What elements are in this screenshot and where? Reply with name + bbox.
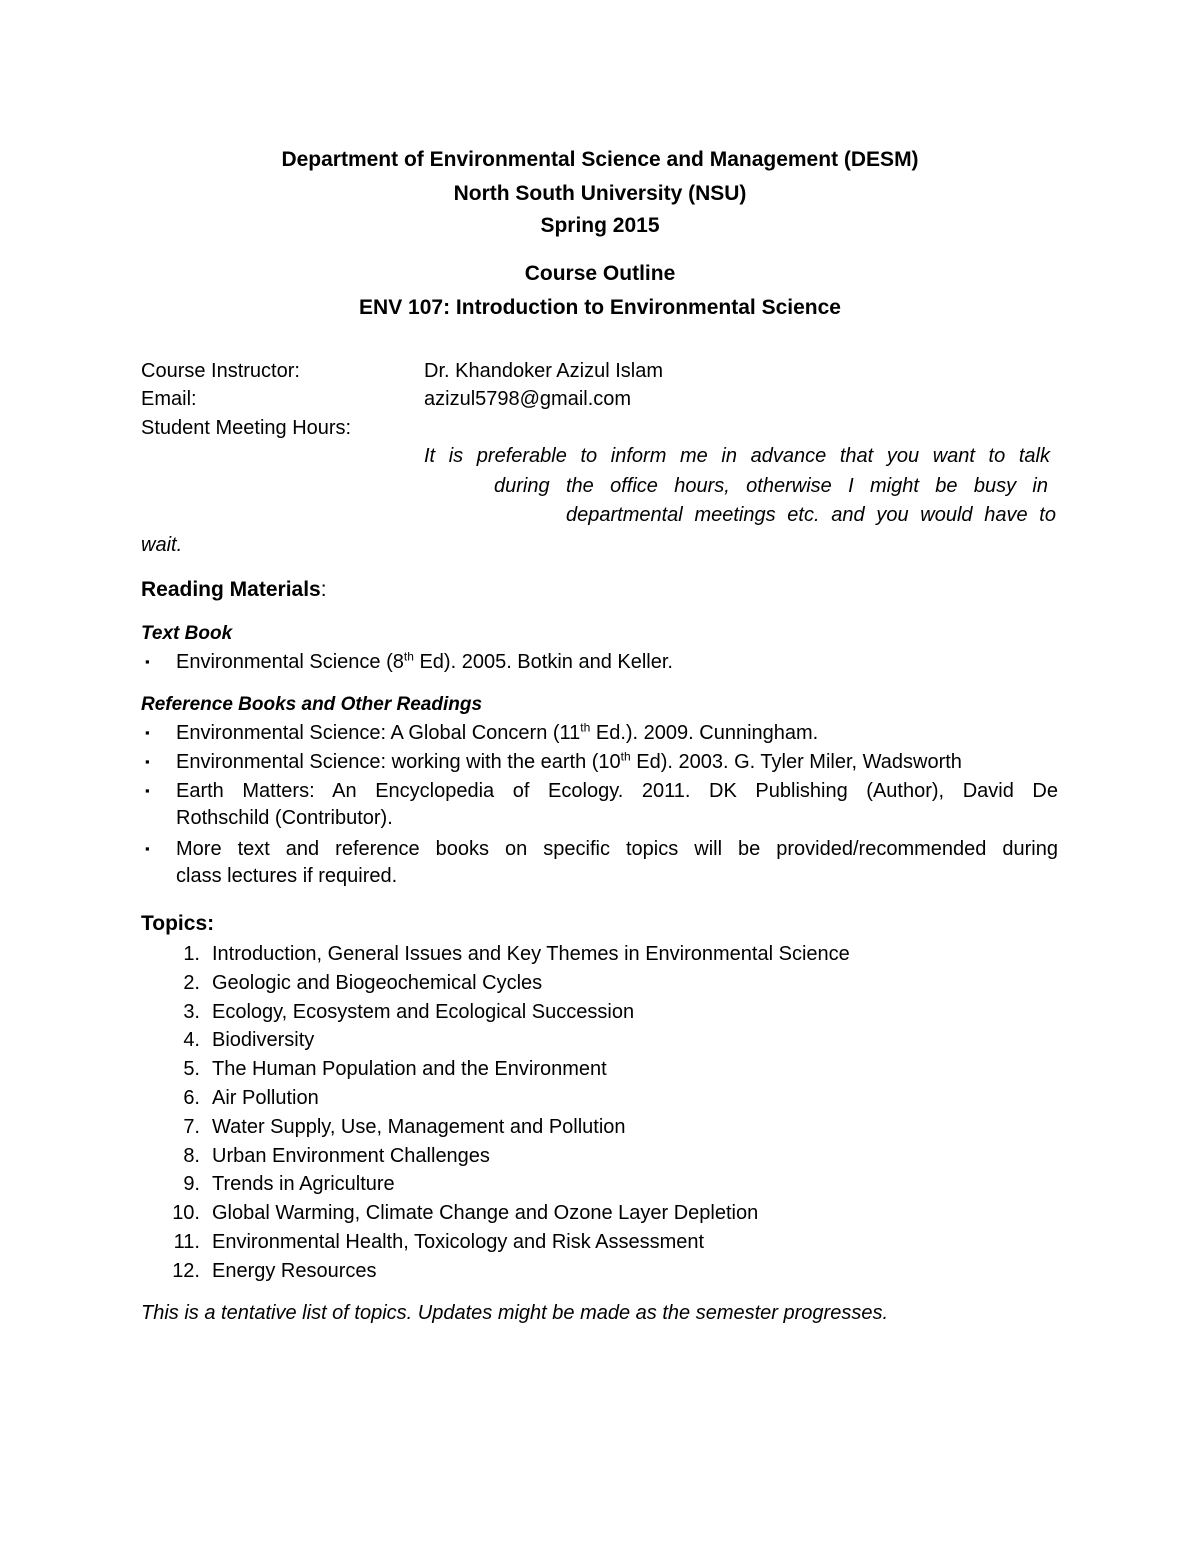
topic-item: Ecology, Ecosystem and Ecological Succession bbox=[212, 1001, 635, 1023]
reference-item-2-text-rest: Ed). 2003. G. Tyler Miler, Wadsworth bbox=[630, 751, 962, 773]
bullet-icon: ▪ bbox=[145, 841, 150, 856]
topic-number: 6. bbox=[183, 1087, 200, 1109]
university-title: North South University (NSU) bbox=[453, 182, 747, 205]
topic-item: Air Pollution bbox=[212, 1087, 319, 1109]
topic-item: Trends in Agriculture bbox=[212, 1173, 395, 1195]
doc-type-title: Course Outline bbox=[524, 262, 676, 285]
department-title: Department of Environmental Science and Management (DESM) bbox=[281, 148, 919, 171]
meeting-hours-note-line-1: It is preferable to inform me in advance that you want to talk bbox=[424, 445, 1050, 467]
reference-item-3-line-1: Earth Matters: An Encyclopedia of Ecology. 2011. DK Publishing (Author), David De bbox=[176, 780, 1058, 802]
topic-item: Environmental Health, Toxicology and Risk Assessment bbox=[212, 1231, 705, 1253]
email-value: azizul5798@gmail.com bbox=[424, 388, 632, 410]
topic-number: 3. bbox=[183, 1001, 200, 1023]
bullet-icon: ▪ bbox=[145, 725, 150, 740]
topic-item: Biodiversity bbox=[212, 1029, 315, 1051]
reference-item-1 bbox=[176, 720, 818, 746]
topic-item: Global Warming, Climate Change and Ozone Layer Depletion bbox=[212, 1202, 759, 1224]
reading-materials-heading-text: Reading Materials bbox=[141, 578, 321, 601]
topic-number: 11. bbox=[173, 1231, 200, 1253]
topic-number: 9. bbox=[183, 1173, 200, 1195]
bullet-icon: ▪ bbox=[145, 654, 150, 669]
topic-number: 4. bbox=[183, 1029, 200, 1051]
meeting-hours-note-line-4: wait. bbox=[141, 534, 183, 556]
reference-item-1-text: Environmental Science: A Global Concern (11 bbox=[176, 722, 581, 744]
textbook-item-text-rest: Ed). 2005. Botkin and Keller. bbox=[413, 651, 673, 673]
topic-number: 2. bbox=[183, 972, 200, 994]
topic-number: 5. bbox=[183, 1058, 200, 1080]
topics-heading: Topics: bbox=[141, 912, 215, 935]
topic-number: 12. bbox=[172, 1260, 200, 1282]
topic-number: 7. bbox=[183, 1116, 200, 1138]
textbook-item-sup: th bbox=[403, 649, 414, 664]
reading-materials-heading bbox=[141, 576, 327, 604]
reading-materials-heading-colon: : bbox=[320, 578, 327, 601]
reference-item-4-line-2: class lectures if required. bbox=[176, 865, 398, 887]
reference-item-2-sup: th bbox=[620, 749, 631, 764]
meeting-hours-note-line-2: during the office hours, otherwise I might be busy in bbox=[494, 475, 1048, 497]
reference-item-4 bbox=[176, 836, 1058, 890]
textbook-label: Text Book bbox=[141, 623, 233, 644]
reference-item-1-sup: th bbox=[580, 720, 591, 735]
topic-item: The Human Population and the Environment bbox=[212, 1058, 607, 1080]
topic-number: 10. bbox=[172, 1202, 200, 1224]
bullet-icon: ▪ bbox=[145, 783, 150, 798]
topic-item: Geologic and Biogeochemical Cycles bbox=[212, 972, 543, 994]
topic-item: Urban Environment Challenges bbox=[212, 1145, 490, 1167]
email-label: Email: bbox=[141, 388, 197, 410]
reference-item-4-line-1: More text and reference books on specific topics will be provided/recommended during bbox=[176, 838, 1058, 860]
meeting-hours-label: Student Meeting Hours: bbox=[141, 417, 352, 439]
topic-item: Energy Resources bbox=[212, 1260, 377, 1282]
instructor-value: Dr. Khandoker Azizul Islam bbox=[424, 360, 663, 382]
topic-item: Introduction, General Issues and Key Themes in Environmental Science bbox=[212, 943, 850, 965]
meeting-hours-note-line-3: departmental meetings etc. and you would have to bbox=[566, 504, 1056, 526]
reference-item-2-text: Environmental Science: working with the earth (10 bbox=[176, 751, 621, 773]
topics-note: This is a tentative list of topics. Updates might be made as the semester progresses. bbox=[141, 1302, 889, 1324]
bullet-icon: ▪ bbox=[145, 754, 150, 769]
instructor-label: Course Instructor: bbox=[141, 360, 300, 382]
topic-number: 1. bbox=[183, 943, 200, 965]
reference-item-3 bbox=[176, 778, 1058, 832]
reference-books-label: Reference Books and Other Readings bbox=[141, 694, 483, 715]
textbook-item-text: Environmental Science (8 bbox=[176, 651, 404, 673]
topic-item: Water Supply, Use, Management and Pollution bbox=[212, 1116, 626, 1138]
reference-item-1-text-rest: Ed.). 2009. Cunningham. bbox=[590, 722, 819, 744]
topic-number: 8. bbox=[183, 1145, 200, 1167]
reference-item-3-line-2: Rothschild (Contributor). bbox=[176, 807, 393, 829]
semester-title: Spring 2015 bbox=[540, 214, 660, 237]
reference-item-2 bbox=[176, 749, 962, 775]
course-title: ENV 107: Introduction to Environmental Science bbox=[359, 296, 841, 319]
textbook-item bbox=[176, 649, 673, 675]
